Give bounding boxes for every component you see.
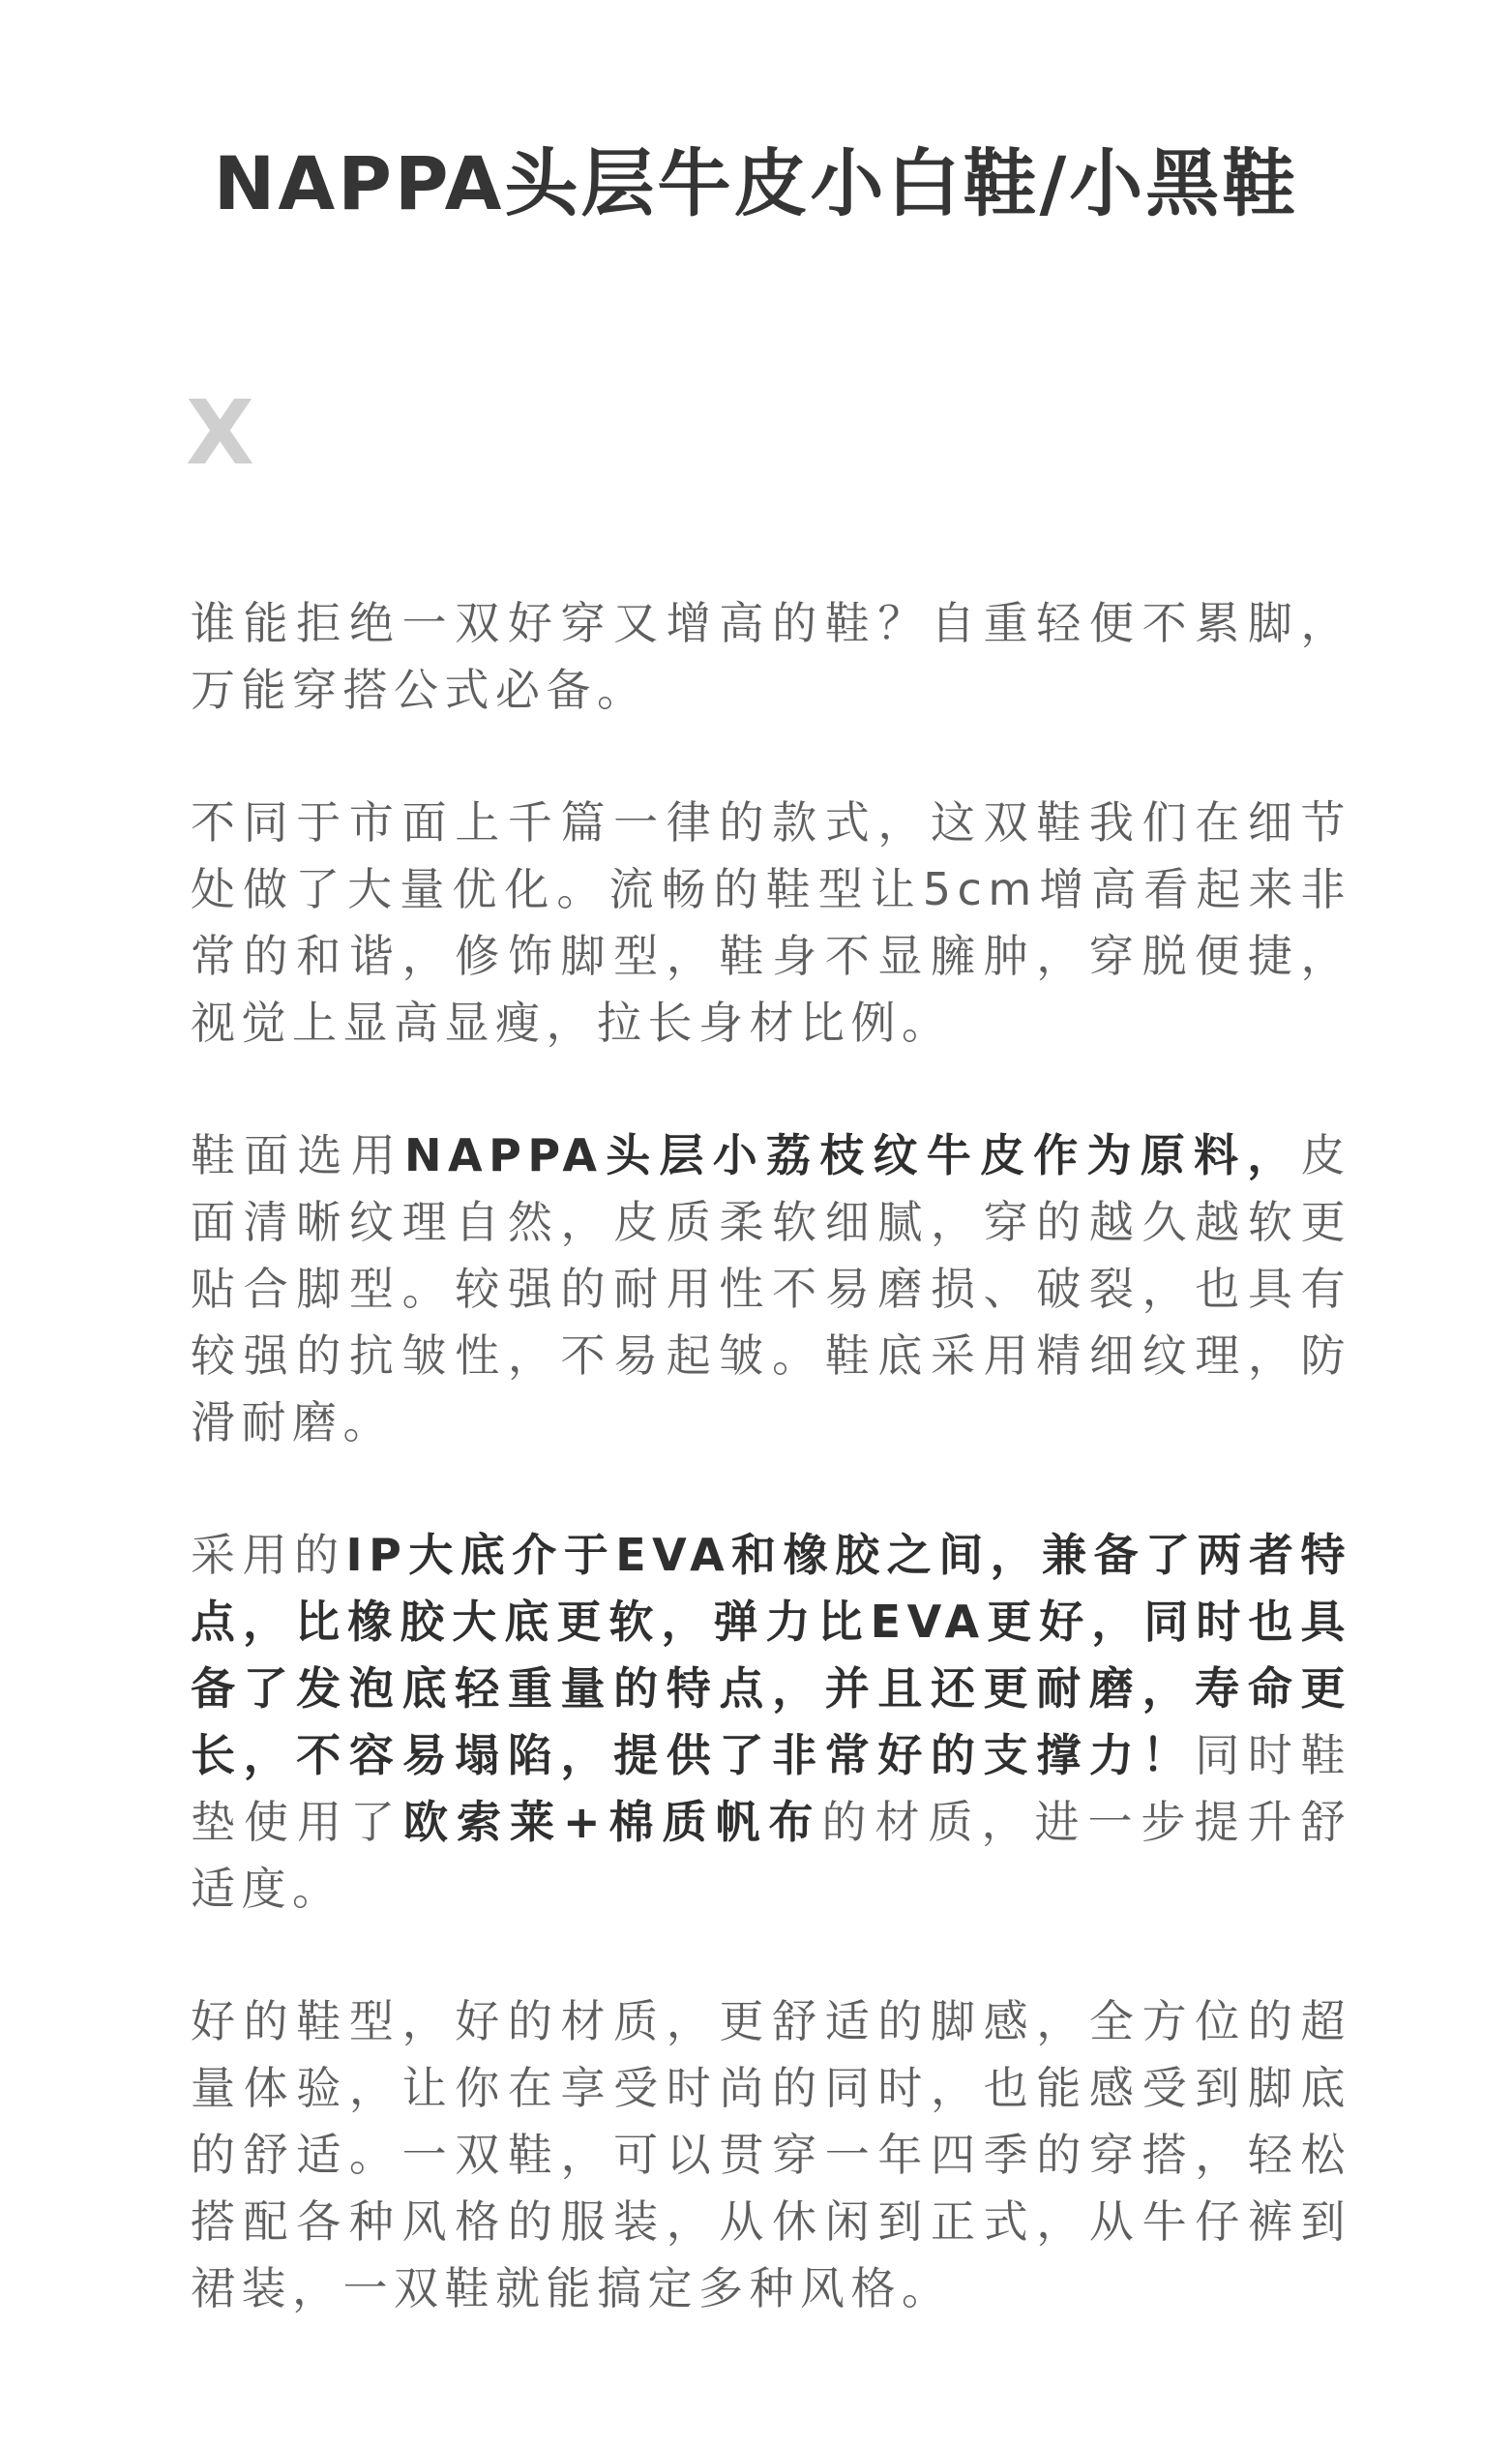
text-segment: 同时鞋垫使用了 (191, 1729, 1352, 1848)
paragraph-intro (191, 590, 1351, 724)
text-segment: 皮面清晰纹理自然，皮质柔软细腻，穿的越久越软更贴合脚型。较强的耐用性不易磨损、破裂，也具有较强的抗皱性，不易起皱。鞋底采用精细纹理，防滑耐磨。 (191, 1129, 1352, 1448)
paragraph-summary (191, 1988, 1351, 2322)
highlight-text: IP大底介于EVA和橡胶之间，兼备了两者特点，比橡胶大底更软，弹力比EVA更好，同时也具备了发泡底轻重量的特点，并且还更耐磨，寿命更长，不容易塌陷，提供了非常好的支撑力！ (191, 1529, 1351, 1781)
text-segment: 不同于市面上千篇一律的款式，这双鞋我们在细节处做了大量优化。流畅的鞋型让5cm增高看起来非常的和谐，修饰脚型，鞋身不显臃肿，穿脱便捷，视觉上显高显瘦，拉长身材比例。 (191, 796, 1351, 1049)
highlight-text: 欧索莱+棉质帆布 (403, 1796, 822, 1848)
article-body (191, 590, 1351, 2388)
text-segment: 谁能拒绝一双好穿又增高的鞋？自重轻便不累脚，万能穿搭公式必备。 (191, 597, 1351, 716)
x-mark: X (186, 381, 254, 485)
text-segment: 采用的 (191, 1529, 346, 1581)
page-title: NAPPA头层牛皮小白鞋/小黑鞋 (213, 140, 1299, 226)
paragraph-design (191, 790, 1351, 1057)
highlight-text: NAPPA头层小荔枝纹牛皮作为原料， (404, 1129, 1301, 1181)
paragraph-upper-material (191, 1122, 1351, 1456)
text-segment: 好的鞋型，好的材质，更舒适的脚感，全方位的超量体验，让你在享受时尚的同时，也能感受到脚底的舒适。一双鞋，可以贯穿一年四季的穿搭，轻松搭配各种风格的服装，从休闲到正式，从牛仔裤到裙装，一双鞋就能搞定多种风格。 (191, 1995, 1351, 2314)
text-segment: 的材质，进一步提升舒适度。 (191, 1796, 1352, 1915)
text-segment: 鞋面选用 (191, 1129, 405, 1181)
paragraph-sole (191, 1522, 1351, 1923)
